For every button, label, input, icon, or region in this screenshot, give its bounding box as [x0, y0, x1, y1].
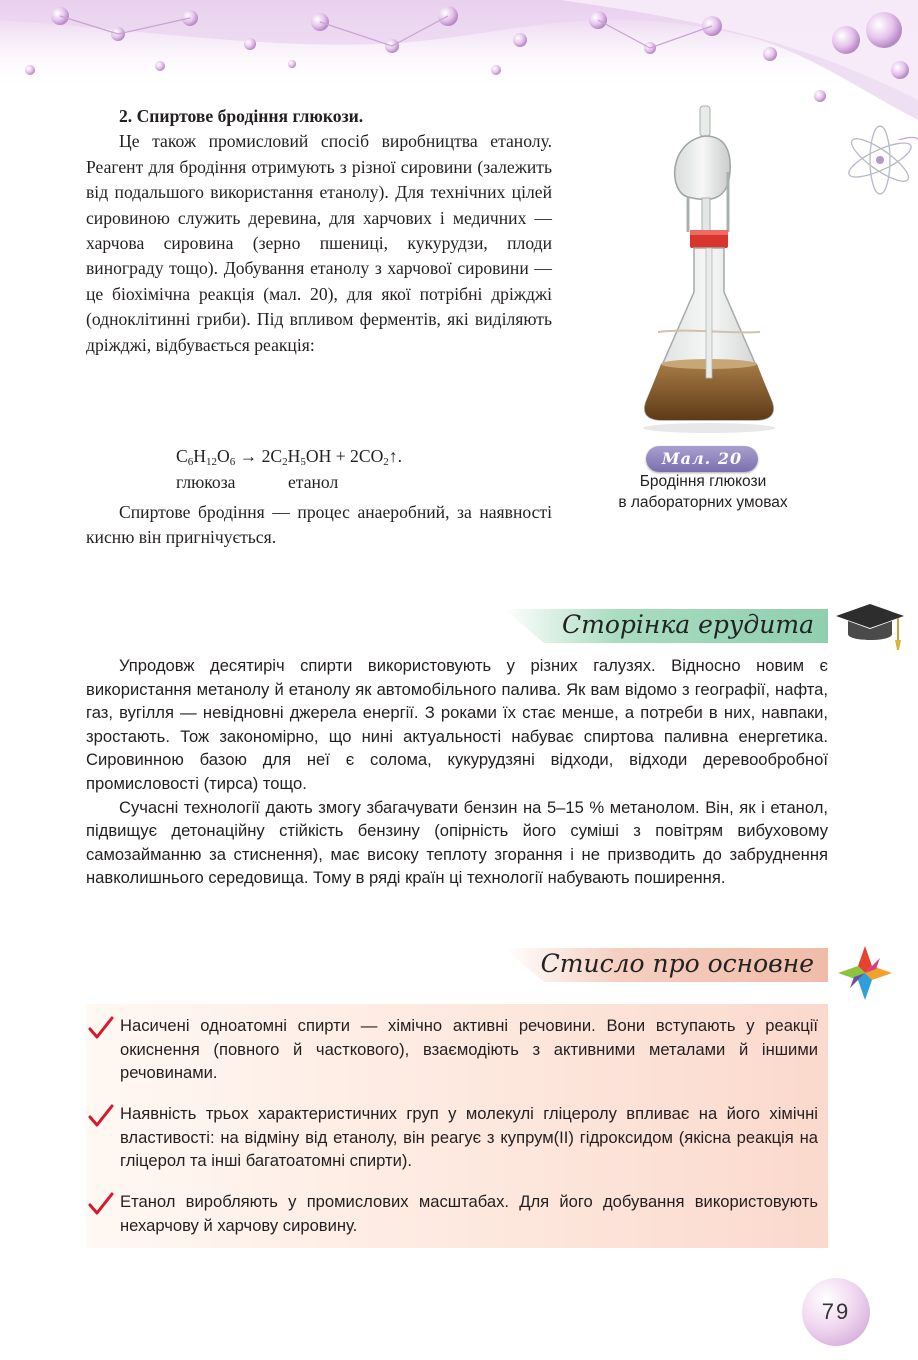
checkmark-icon [88, 1104, 114, 1128]
erudite-paragraph-1: Упродовж десятиріч спирти використовують у різних галузях. Відносно новим є використання метанолу й етанолу як автомобільного палива. Як вам відомо з географії, нафта, газ, вугілля — невідновні джерела енергії. З роками їх стає менше, а потреби в них, навпаки, зростають. Тож закономірно, що нині актуальності набуває спиртова паливна енергетика. Сировинною базою для неї є солома, кукурудзяні відходи, відходи деревообробної промисловості (тирса) тощо. [86, 656, 828, 793]
section-2-heading: 2. Спиртове бродіння глюкози. [119, 106, 364, 126]
formula-arrow: → [239, 446, 258, 466]
section-2-closing [86, 500, 552, 551]
checkmark-icon [88, 1192, 114, 1216]
figure-caption [586, 471, 820, 513]
section-2-closing-text: Спиртове бродіння — процес анаеробний, за наявності кисню він пригнічується. [86, 502, 552, 548]
figure-caption-line1: Бродіння глюкози [639, 473, 767, 490]
summary-item-text: Насичені одноатомні спирти — хімічно активні речовини. Вони вступають у реакції окиснення (повного й часткового), взаємодіють з активними металами й іншими речовинами. [120, 1016, 818, 1083]
reaction-equation [176, 444, 402, 468]
atom-icon [836, 110, 918, 210]
erudite-title: Сторінка ерудита [562, 610, 814, 639]
summary-item-text: Наявність трьох характеристичних груп у молекулі гліцеролу впливає на його хімічні властивості: на відміну від етанолу, він реагує з купрум(ІІ) гідроксидом (якісна реакція на гліцерол та інші багатоатомні спирти). [120, 1104, 818, 1171]
page-number: 79 [821, 1299, 851, 1324]
section-2-paragraph: Це також промисловий спосіб виробництва етанолу. Реагент для бродіння отримують з різної сировини (залежить від подальшого використання етанолу). Для технічних цілей сировиною служить деревина, для харчових і медичних — харчова сировина (зерно пшениці, кукурудзи, плоди винограду тощо). Добування етанолу з харчової сировини — це біохімічна реакція (мал. 20), для якої потрібні дріжджі (одноклітинні гриби). Під впливом ферментів, які виділяють дріжджі, відбувається реакція: [86, 131, 552, 355]
summary-box [86, 1004, 828, 1248]
figure-badge-label: Мал. 20 [661, 449, 743, 468]
name-ethanol: етанол [288, 472, 339, 492]
formula-plus: + [335, 446, 346, 466]
erudite-text [86, 654, 828, 890]
figure-caption-line2: в лабораторних умовах [618, 494, 788, 511]
figure-badge [646, 446, 758, 472]
formula-glucose: $C_6H_{12}O_6$ [176, 446, 236, 468]
section-2 [86, 104, 552, 358]
summary-title: Стисло про основне [540, 949, 814, 978]
compass-star-icon [836, 944, 894, 1002]
summary-item [120, 1102, 818, 1173]
erudite-banner [504, 607, 828, 643]
formula-co2: $2CO_2↑$. [350, 446, 402, 468]
flask-illustration [628, 102, 788, 434]
summary-item [120, 1014, 818, 1085]
formula-ethanol: $2C_2H_5OH$ [261, 446, 332, 468]
name-glucose: глюкоза [176, 472, 236, 492]
summary-item-text: Етанол виробляють у промислових масштабах. Для його добування використовують нехарчову й харчову сировину. [120, 1192, 818, 1235]
formula-names [176, 470, 338, 494]
summary-item [120, 1190, 818, 1237]
checkmark-icon [88, 1016, 114, 1040]
graduation-cap-icon [832, 602, 906, 652]
summary-banner [504, 946, 828, 982]
erudite-paragraph-2: Сучасні технології дають змогу збагачувати бензин на 5–15 % метанолом. Він, як і етанол, підвищує детонаційну стійкість бензину (опірність його суміші з повітрям вибуховому самозайманню за стиснення), має високу теплоту згорання і не призводить до забруднення навколишнього середовища. Тому в ряді країн ці технології набувають поширення. [86, 797, 828, 888]
